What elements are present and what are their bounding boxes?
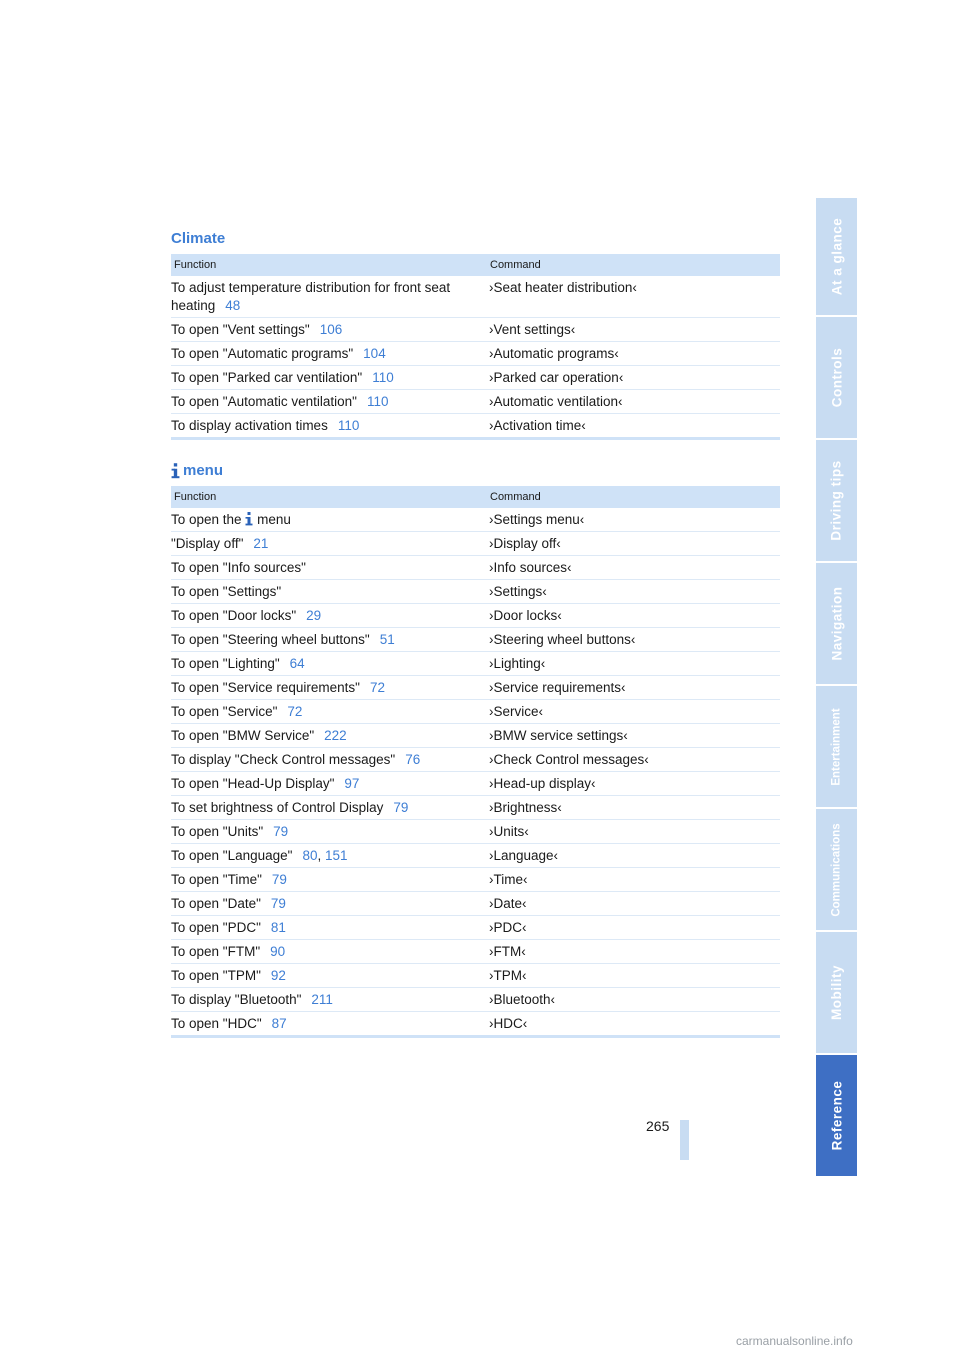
page-reference-link[interactable]: 64 bbox=[289, 656, 305, 671]
side-tab-navigation[interactable]: Navigation bbox=[816, 563, 857, 686]
command-cell: ›Service‹ bbox=[487, 700, 780, 724]
page-reference-link[interactable]: 104 bbox=[363, 346, 386, 361]
page-reference-link[interactable]: 79 bbox=[393, 800, 409, 815]
page-reference-link[interactable]: 110 bbox=[372, 370, 394, 385]
info-i-icon bbox=[245, 512, 253, 526]
page-reference-link[interactable]: 211 bbox=[311, 992, 333, 1007]
table-row bbox=[171, 276, 780, 318]
page-reference-link[interactable]: 29 bbox=[306, 608, 322, 623]
i-menu-table-body bbox=[171, 508, 780, 1037]
command-cell: ›Service requirements‹ bbox=[487, 676, 780, 700]
table-row bbox=[171, 676, 780, 700]
function-cell: To open "Steering wheel buttons" 51 bbox=[171, 628, 487, 652]
watermark: carmanualsonline.info bbox=[736, 1334, 853, 1348]
section-title-i-menu: menu bbox=[171, 456, 780, 486]
function-cell: To open "HDC" 87 bbox=[171, 1012, 487, 1037]
section-title-climate: Climate bbox=[171, 230, 226, 247]
page-number: 265 bbox=[646, 1118, 670, 1134]
table-header-row bbox=[171, 254, 780, 276]
function-cell: To display "Check Control messages" 76 bbox=[171, 748, 487, 772]
page-number-bar bbox=[680, 1120, 689, 1160]
command-cell: ›Steering wheel buttons‹ bbox=[487, 628, 780, 652]
page-reference-link[interactable]: 72 bbox=[287, 704, 303, 719]
table-row bbox=[171, 916, 780, 940]
function-cell: To display "Bluetooth" 211 bbox=[171, 988, 487, 1012]
table-row bbox=[171, 844, 780, 868]
table-row bbox=[171, 414, 780, 439]
command-cell: ›Brightness‹ bbox=[487, 796, 780, 820]
function-cell: To open "Head-Up Display" 97 bbox=[171, 772, 487, 796]
function-cell: To open "Settings" bbox=[171, 580, 487, 604]
function-cell: To open "Lighting" 64 bbox=[171, 652, 487, 676]
table-row bbox=[171, 964, 780, 988]
climate-table-body bbox=[171, 276, 780, 439]
page-reference-link[interactable]: 48 bbox=[225, 298, 241, 313]
page-reference-link[interactable]: 79 bbox=[273, 824, 289, 839]
page-reference-link[interactable]: 222 bbox=[324, 728, 347, 743]
function-cell: To open "Service" 72 bbox=[171, 700, 487, 724]
table-row bbox=[171, 532, 780, 556]
command-cell: ›PDC‹ bbox=[487, 916, 780, 940]
function-cell: To display activation times 110 bbox=[171, 414, 487, 439]
function-cell: To set brightness of Control Display 79 bbox=[171, 796, 487, 820]
table-row bbox=[171, 628, 780, 652]
function-cell: To open "Service requirements" 72 bbox=[171, 676, 487, 700]
command-cell: ›BMW service settings‹ bbox=[487, 724, 780, 748]
command-cell: ›Language‹ bbox=[487, 844, 780, 868]
table-row bbox=[171, 508, 780, 532]
page-reference-link[interactable]: 76 bbox=[405, 752, 421, 767]
command-cell: ›Automatic programs‹ bbox=[487, 342, 780, 366]
command-cell: ›Units‹ bbox=[487, 820, 780, 844]
table-row bbox=[171, 796, 780, 820]
command-cell: ›Parked car operation‹ bbox=[487, 366, 780, 390]
page-reference-link[interactable]: 106 bbox=[319, 322, 343, 337]
command-cell: ›Head-up display‹ bbox=[487, 772, 780, 796]
function-cell: To open "Language" 80, 151 bbox=[171, 844, 487, 868]
side-tab-communications[interactable]: Communications bbox=[816, 809, 857, 932]
function-cell: To adjust temperature distribution for front seat heating 48 bbox=[171, 276, 487, 318]
page-reference-link[interactable]: 79 bbox=[271, 872, 287, 887]
table-row bbox=[171, 318, 780, 342]
command-cell: ›Automatic ventilation‹ bbox=[487, 390, 780, 414]
command-cell: ›TPM‹ bbox=[487, 964, 780, 988]
side-tab-bar bbox=[816, 198, 857, 1178]
command-cell: ›Check Control messages‹ bbox=[487, 748, 780, 772]
page-reference-link[interactable]: 81 bbox=[270, 920, 286, 935]
page-reference-link[interactable]: 110 bbox=[366, 394, 389, 409]
table-row bbox=[171, 604, 780, 628]
table-row bbox=[171, 748, 780, 772]
column-header-function: Function bbox=[171, 486, 487, 508]
side-tab-at-a-glance[interactable]: At a glance bbox=[816, 198, 857, 317]
column-header-function: Function bbox=[171, 254, 487, 276]
table-row bbox=[171, 652, 780, 676]
column-header-command: Command bbox=[487, 486, 780, 508]
function-cell: To open "Automatic ventilation" 110 bbox=[171, 390, 487, 414]
function-cell: To open "Vent settings" 106 bbox=[171, 318, 487, 342]
command-cell: ›Info sources‹ bbox=[487, 556, 780, 580]
table-row bbox=[171, 988, 780, 1012]
command-cell: ›Bluetooth‹ bbox=[487, 988, 780, 1012]
function-cell: To open the menu bbox=[171, 508, 487, 532]
function-cell: To open "TPM" 92 bbox=[171, 964, 487, 988]
command-cell: ›HDC‹ bbox=[487, 1012, 780, 1037]
command-cell: ›Lighting‹ bbox=[487, 652, 780, 676]
table-row bbox=[171, 342, 780, 366]
info-i-icon bbox=[171, 463, 180, 479]
function-cell: To open "FTM" 90 bbox=[171, 940, 487, 964]
table-row bbox=[171, 724, 780, 748]
side-tab-mobility[interactable]: Mobility bbox=[816, 932, 857, 1055]
table-row bbox=[171, 868, 780, 892]
command-cell: ›Time‹ bbox=[487, 868, 780, 892]
page-reference-link[interactable]: 80 bbox=[302, 848, 318, 863]
table-header-row bbox=[171, 486, 780, 508]
table-row bbox=[171, 366, 780, 390]
command-cell: ›Display off‹ bbox=[487, 532, 780, 556]
table-row bbox=[171, 940, 780, 964]
page-reference-link[interactable]: 51 bbox=[379, 632, 395, 647]
table-row bbox=[171, 556, 780, 580]
page-content bbox=[171, 224, 780, 1038]
i-menu-table bbox=[171, 486, 780, 1038]
function-cell: To open "Date" 79 bbox=[171, 892, 487, 916]
command-cell: ›Date‹ bbox=[487, 892, 780, 916]
command-cell: ›Activation time‹ bbox=[487, 414, 780, 439]
function-cell: To open "Time" 79 bbox=[171, 868, 487, 892]
command-cell: ›FTM‹ bbox=[487, 940, 780, 964]
function-cell: "Display off" 21 bbox=[171, 532, 487, 556]
table-row bbox=[171, 580, 780, 604]
side-tab-entertainment[interactable]: Entertainment bbox=[816, 686, 857, 809]
command-cell: ›Settings menu‹ bbox=[487, 508, 780, 532]
side-tab-controls[interactable]: Controls bbox=[816, 317, 857, 440]
page-reference-link[interactable]: 97 bbox=[344, 776, 360, 791]
page-reference-link[interactable]: 72 bbox=[369, 680, 385, 695]
page-reference-link[interactable]: 87 bbox=[271, 1016, 287, 1031]
column-header-command: Command bbox=[487, 254, 780, 276]
command-cell: ›Vent settings‹ bbox=[487, 318, 780, 342]
side-tab-driving-tips[interactable]: Driving tips bbox=[816, 440, 857, 563]
function-cell: To open "Parked car ventilation" 110 bbox=[171, 366, 487, 390]
page-reference-link[interactable]: 151 bbox=[325, 848, 348, 863]
function-cell: To open "BMW Service" 222 bbox=[171, 724, 487, 748]
command-cell: ›Seat heater distribution‹ bbox=[487, 276, 780, 318]
function-cell: To open "Door locks" 29 bbox=[171, 604, 487, 628]
function-cell: To open "Units" 79 bbox=[171, 820, 487, 844]
page-reference-link[interactable]: 110 bbox=[337, 418, 360, 433]
page-reference-link[interactable]: 90 bbox=[270, 944, 286, 959]
function-cell: To open "PDC" 81 bbox=[171, 916, 487, 940]
command-cell: ›Door locks‹ bbox=[487, 604, 780, 628]
table-row bbox=[171, 820, 780, 844]
table-row bbox=[171, 892, 780, 916]
function-cell: To open "Info sources" bbox=[171, 556, 487, 580]
table-row bbox=[171, 1012, 780, 1037]
command-cell: ›Settings‹ bbox=[487, 580, 780, 604]
page-reference-link[interactable]: 92 bbox=[270, 968, 286, 983]
page-reference-link[interactable]: 21 bbox=[253, 536, 269, 551]
page-reference-link[interactable]: 79 bbox=[270, 896, 286, 911]
climate-table bbox=[171, 254, 780, 440]
table-row bbox=[171, 390, 780, 414]
side-tab-reference[interactable]: Reference bbox=[816, 1055, 857, 1178]
table-row bbox=[171, 700, 780, 724]
table-row bbox=[171, 772, 780, 796]
function-cell: To open "Automatic programs" 104 bbox=[171, 342, 487, 366]
